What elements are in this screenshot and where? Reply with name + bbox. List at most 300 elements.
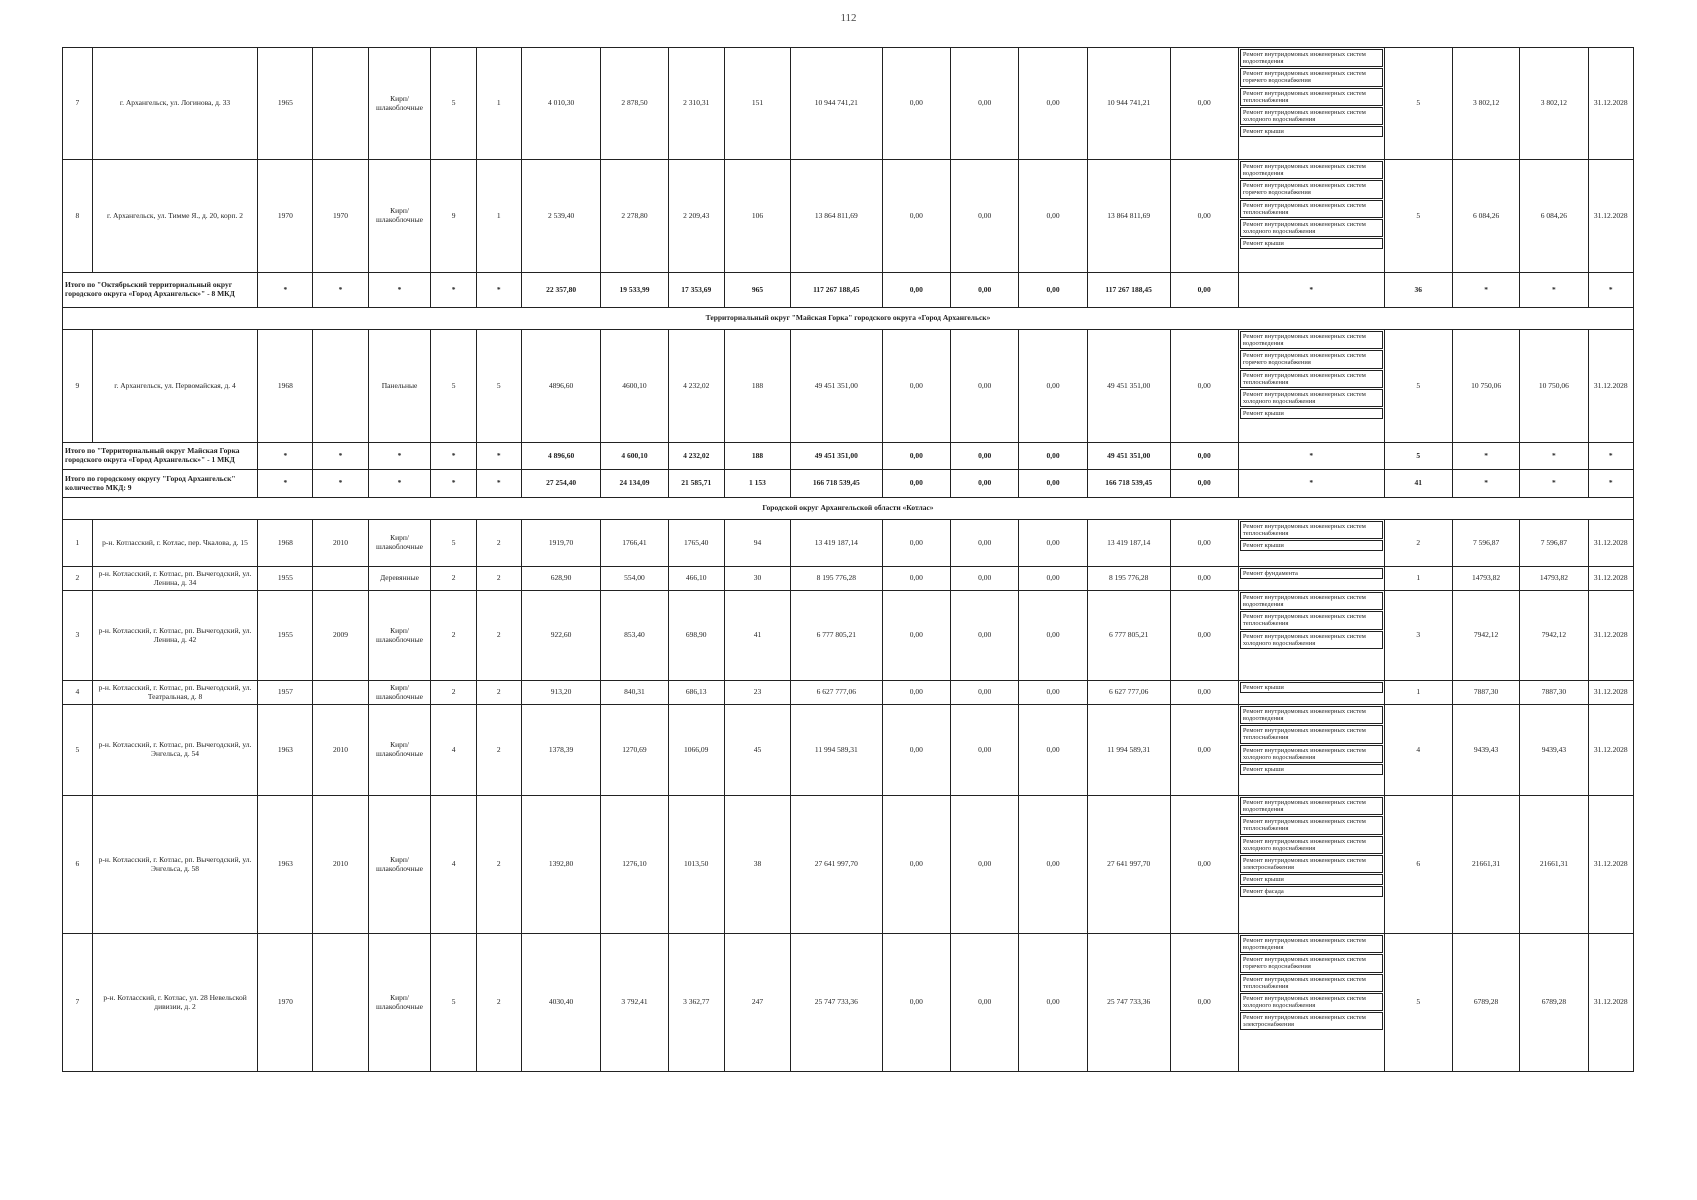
fund3-cell: 0,00 — [1019, 681, 1087, 705]
living-area-cell: 2 278,80 — [601, 160, 668, 273]
living-area-cell: 4600,10 — [601, 330, 668, 443]
cost-total-cell: 25 747 733,36 — [791, 934, 883, 1072]
total-fund2-cell: 0,00 — [951, 273, 1019, 308]
floors-cell: 5 — [431, 48, 476, 160]
year-renovated-cell: 2010 — [313, 520, 368, 567]
work-item: Ремонт внутридомовых инженерных систем горячего водоснабжения — [1240, 180, 1383, 198]
total-row — [63, 470, 1634, 498]
unit-cost-cell: 6 084,26 — [1452, 160, 1519, 273]
total-cost-total-cell: 117 267 188,45 — [791, 273, 883, 308]
living-area-cell: 1270,69 — [601, 705, 668, 796]
year-built-cell: 1965 — [258, 48, 313, 160]
year-renovated-cell: 2010 — [313, 796, 368, 934]
fund2-cell: 0,00 — [951, 567, 1019, 591]
deadline-cell: 31.12.2028 — [1588, 591, 1633, 681]
work-item: Ремонт внутридомовых инженерных систем холодного водоснабжения — [1240, 836, 1383, 854]
total-row — [63, 443, 1634, 470]
works-list-cell — [1238, 330, 1384, 443]
total-fund1-cell: 0,00 — [882, 443, 950, 470]
works-list — [1239, 796, 1384, 898]
living-area-cell: 1766,41 — [601, 520, 668, 567]
year-renovated-cell — [313, 681, 368, 705]
address-cell: г. Архангельск, ул. Первомайская, д. 4 — [92, 330, 257, 443]
max-unit-cost-cell: 6789,28 — [1520, 934, 1588, 1072]
fund4-cell: 49 451 351,00 — [1087, 330, 1170, 443]
work-item: Ремонт крыши — [1240, 764, 1383, 775]
fund3-cell: 0,00 — [1019, 160, 1087, 273]
max-unit-cost-cell: 14793,82 — [1520, 567, 1588, 591]
address-cell: р-н. Котласский, г. Котлас, рп. Вычегодский, ул. Ленина, д. 34 — [92, 567, 257, 591]
work-item: Ремонт внутридомовых инженерных систем теплоснабжения — [1240, 611, 1383, 629]
fund2-cell: 0,00 — [951, 160, 1019, 273]
entrances-cell: 2 — [476, 591, 521, 681]
work-item: Ремонт внутридомовых инженерных систем водоотведения — [1240, 49, 1383, 67]
year-built-cell: 1963 — [258, 705, 313, 796]
total-total-area-cell: 4 896,60 — [521, 443, 600, 470]
unit-cost-cell: 7942,12 — [1452, 591, 1519, 681]
fund4-cell: 13 864 811,69 — [1087, 160, 1170, 273]
row-number-cell: 7 — [63, 934, 93, 1072]
fund1-cell: 0,00 — [882, 48, 950, 160]
work-item: Ремонт крыши — [1240, 874, 1383, 885]
residents-cell: 41 — [724, 591, 790, 681]
fund2-cell: 0,00 — [951, 330, 1019, 443]
works-list — [1239, 520, 1384, 552]
fund3-cell: 0,00 — [1019, 567, 1087, 591]
total-star-cell: * — [1520, 470, 1588, 498]
fund2-cell: 0,00 — [951, 520, 1019, 567]
living-area-cell: 1276,10 — [601, 796, 668, 934]
section-header-row — [63, 498, 1634, 520]
works-list — [1239, 48, 1384, 138]
deadline-cell: 31.12.2028 — [1588, 520, 1633, 567]
total-cost-total-cell: 49 451 351,00 — [791, 443, 883, 470]
year-built-cell: 1970 — [258, 160, 313, 273]
unit-cost-cell: 9439,43 — [1452, 705, 1519, 796]
work-item: Ремонт внутридомовых инженерных систем холодного водоснабжения — [1240, 631, 1383, 649]
works-count-cell: 5 — [1384, 934, 1452, 1072]
fund5-cell: 0,00 — [1170, 591, 1238, 681]
total-star-cell: * — [476, 443, 521, 470]
total-fund4-cell: 117 267 188,45 — [1087, 273, 1170, 308]
fund3-cell: 0,00 — [1019, 591, 1087, 681]
year-renovated-cell: 2010 — [313, 705, 368, 796]
total-star-cell: * — [258, 273, 313, 308]
work-item: Ремонт внутридомовых инженерных систем горячего водоснабжения — [1240, 350, 1383, 368]
max-unit-cost-cell: 7 596,87 — [1520, 520, 1588, 567]
works-list-cell — [1238, 520, 1384, 567]
work-item: Ремонт внутридомовых инженерных систем горячего водоснабжения — [1240, 68, 1383, 86]
floors-cell: 9 — [431, 160, 476, 273]
address-cell: р-н. Котласский, г. Котлас, рп. Вычегодский, ул. Ленина, д. 42 — [92, 591, 257, 681]
row-number-cell: 9 — [63, 330, 93, 443]
year-built-cell: 1968 — [258, 520, 313, 567]
table-row — [63, 591, 1634, 681]
work-item: Ремонт крыши — [1240, 238, 1383, 249]
floors-cell: 2 — [431, 567, 476, 591]
entrances-cell: 5 — [476, 330, 521, 443]
total-area-cell: 913,20 — [521, 681, 600, 705]
total-star-cell: * — [368, 443, 431, 470]
residents-cell: 23 — [724, 681, 790, 705]
fund5-cell: 0,00 — [1170, 567, 1238, 591]
fund4-cell: 27 641 997,70 — [1087, 796, 1170, 934]
residents-cell: 30 — [724, 567, 790, 591]
fund4-cell: 13 419 187,14 — [1087, 520, 1170, 567]
total-star-cell: * — [431, 273, 476, 308]
unit-cost-cell: 21661,31 — [1452, 796, 1519, 934]
cost-total-cell: 27 641 997,70 — [791, 796, 883, 934]
living-area-cell: 2 878,50 — [601, 48, 668, 160]
works-count-cell: 6 — [1384, 796, 1452, 934]
address-cell: р-н. Котласский, г. Котлас, ул. 28 Невельской дивизии, д. 2 — [92, 934, 257, 1072]
address-cell: р-н. Котласский, г. Котлас, пер. Чкалова, д. 15 — [92, 520, 257, 567]
fund1-cell: 0,00 — [882, 934, 950, 1072]
floors-cell: 4 — [431, 796, 476, 934]
total-works-count-cell: 41 — [1384, 470, 1452, 498]
total-area-cell: 4 010,30 — [521, 48, 600, 160]
fund1-cell: 0,00 — [882, 160, 950, 273]
cost-total-cell: 8 195 776,28 — [791, 567, 883, 591]
year-renovated-cell — [313, 934, 368, 1072]
wall-material-cell: Кирп/ шлакоблочные — [368, 48, 431, 160]
work-item: Ремонт внутридомовых инженерных систем водоотведения — [1240, 706, 1383, 724]
total-fund2-cell: 0,00 — [951, 443, 1019, 470]
max-unit-cost-cell: 7887,30 — [1520, 681, 1588, 705]
max-unit-cost-cell: 6 084,26 — [1520, 160, 1588, 273]
total-star-cell: * — [258, 470, 313, 498]
unit-cost-cell: 10 750,06 — [1452, 330, 1519, 443]
fund5-cell: 0,00 — [1170, 681, 1238, 705]
total-fund5-cell: 0,00 — [1170, 443, 1238, 470]
floors-cell: 5 — [431, 330, 476, 443]
work-item: Ремонт внутридомовых инженерных систем горячего водоснабжения — [1240, 954, 1383, 972]
entrances-cell: 2 — [476, 567, 521, 591]
unit-cost-cell: 3 802,12 — [1452, 48, 1519, 160]
fund5-cell: 0,00 — [1170, 796, 1238, 934]
total-row — [63, 273, 1634, 308]
works-count-cell: 4 — [1384, 705, 1452, 796]
total-area-cell: 628,90 — [521, 567, 600, 591]
living-area-cell: 840,31 — [601, 681, 668, 705]
fund4-cell: 11 994 589,31 — [1087, 705, 1170, 796]
works-list-cell — [1238, 160, 1384, 273]
total-fund1-cell: 0,00 — [882, 273, 950, 308]
fund5-cell: 0,00 — [1170, 330, 1238, 443]
work-item: Ремонт внутридомовых инженерных систем электроснабжения — [1240, 855, 1383, 873]
fund2-cell: 0,00 — [951, 934, 1019, 1072]
total-works-count-cell: 5 — [1384, 443, 1452, 470]
address-cell: г. Архангельск, ул. Тимме Я., д. 20, корп. 2 — [92, 160, 257, 273]
deadline-cell: 31.12.2028 — [1588, 48, 1633, 160]
year-renovated-cell: 1970 — [313, 160, 368, 273]
wall-material-cell: Кирп/ шлакоблочные — [368, 520, 431, 567]
work-item: Ремонт внутридомовых инженерных систем теплоснабжения — [1240, 200, 1383, 218]
total-living-area-cell: 19 533,99 — [601, 273, 668, 308]
total-star-cell: * — [431, 470, 476, 498]
works-list-cell — [1238, 567, 1384, 591]
works-list-cell — [1238, 591, 1384, 681]
residents-cell: 38 — [724, 796, 790, 934]
year-built-cell: 1955 — [258, 567, 313, 591]
entrances-cell: 2 — [476, 681, 521, 705]
total-residents-cell: 188 — [724, 443, 790, 470]
row-number-cell: 1 — [63, 520, 93, 567]
total-star-cell: * — [431, 443, 476, 470]
work-item: Ремонт фасада — [1240, 886, 1383, 897]
works-count-cell: 5 — [1384, 160, 1452, 273]
year-built-cell: 1963 — [258, 796, 313, 934]
work-item: Ремонт внутридомовых инженерных систем холодного водоснабжения — [1240, 389, 1383, 407]
address-cell: г. Архангельск, ул. Логинова, д. 33 — [92, 48, 257, 160]
total-fund1-cell: 0,00 — [882, 470, 950, 498]
work-item: Ремонт фундамента — [1240, 568, 1383, 579]
fund1-cell: 0,00 — [882, 567, 950, 591]
work-item: Ремонт внутридомовых инженерных систем теплоснабжения — [1240, 521, 1383, 539]
table-row — [63, 520, 1634, 567]
section-title: Территориальный округ "Майская Горка" городского округа «Город Архангельск» — [63, 308, 1634, 330]
works-count-cell: 5 — [1384, 48, 1452, 160]
total-fund2-cell: 0,00 — [951, 470, 1019, 498]
total-living-area-cell: 24 134,09 — [601, 470, 668, 498]
table-row — [63, 796, 1634, 934]
fund1-cell: 0,00 — [882, 796, 950, 934]
year-built-cell: 1970 — [258, 934, 313, 1072]
total-area-cell: 1919,70 — [521, 520, 600, 567]
floors-cell: 2 — [431, 591, 476, 681]
total-star-cell: * — [313, 470, 368, 498]
wall-material-cell: Кирп/ шлакоблочные — [368, 681, 431, 705]
fund1-cell: 0,00 — [882, 705, 950, 796]
works-count-cell: 5 — [1384, 330, 1452, 443]
works-count-cell: 1 — [1384, 681, 1452, 705]
total-residents-cell: 1 153 — [724, 470, 790, 498]
total-star-cell: * — [476, 470, 521, 498]
cost-total-cell: 13 419 187,14 — [791, 520, 883, 567]
total-fund3-cell: 0,00 — [1019, 443, 1087, 470]
deadline-cell: 31.12.2028 — [1588, 681, 1633, 705]
total-works-star-cell: * — [1238, 273, 1384, 308]
table-row — [63, 48, 1634, 160]
living-area-cell: 853,40 — [601, 591, 668, 681]
res-area-cell: 1765,40 — [668, 520, 724, 567]
unit-cost-cell: 7 596,87 — [1452, 520, 1519, 567]
floors-cell: 5 — [431, 934, 476, 1072]
year-renovated-cell — [313, 330, 368, 443]
deadline-cell: 31.12.2028 — [1588, 160, 1633, 273]
wall-material-cell: Кирп/ шлакоблочные — [368, 591, 431, 681]
entrances-cell: 2 — [476, 934, 521, 1072]
floors-cell: 2 — [431, 681, 476, 705]
res-area-cell: 466,10 — [668, 567, 724, 591]
fund3-cell: 0,00 — [1019, 330, 1087, 443]
fund1-cell: 0,00 — [882, 520, 950, 567]
total-star-cell: * — [1520, 443, 1588, 470]
work-item: Ремонт крыши — [1240, 126, 1383, 137]
fund2-cell: 0,00 — [951, 796, 1019, 934]
total-star-cell: * — [1588, 470, 1633, 498]
cost-total-cell: 49 451 351,00 — [791, 330, 883, 443]
entrances-cell: 2 — [476, 705, 521, 796]
fund4-cell: 10 944 741,21 — [1087, 48, 1170, 160]
wall-material-cell: Кирп/ шлакоблочные — [368, 160, 431, 273]
fund1-cell: 0,00 — [882, 681, 950, 705]
total-residents-cell: 965 — [724, 273, 790, 308]
cost-total-cell: 10 944 741,21 — [791, 48, 883, 160]
work-item: Ремонт внутридомовых инженерных систем холодного водоснабжения — [1240, 993, 1383, 1011]
total-total-area-cell: 22 357,80 — [521, 273, 600, 308]
cost-total-cell: 13 864 811,69 — [791, 160, 883, 273]
residents-cell: 106 — [724, 160, 790, 273]
fund4-cell: 6 627 777,06 — [1087, 681, 1170, 705]
total-star-cell: * — [368, 470, 431, 498]
page-number: 112 — [840, 12, 857, 24]
work-item: Ремонт внутридомовых инженерных систем водоотведения — [1240, 797, 1383, 815]
total-area-cell: 2 539,40 — [521, 160, 600, 273]
total-label: Итого по городскому округу "Город Архангельск" количество МКД: 9 — [63, 470, 258, 498]
row-number-cell: 8 — [63, 160, 93, 273]
unit-cost-cell: 6789,28 — [1452, 934, 1519, 1072]
res-area-cell: 4 232,02 — [668, 330, 724, 443]
works-count-cell: 3 — [1384, 591, 1452, 681]
total-star-cell: * — [258, 443, 313, 470]
total-star-cell: * — [313, 443, 368, 470]
res-area-cell: 686,13 — [668, 681, 724, 705]
work-item: Ремонт крыши — [1240, 408, 1383, 419]
total-works-count-cell: 36 — [1384, 273, 1452, 308]
res-area-cell: 2 310,31 — [668, 48, 724, 160]
fund1-cell: 0,00 — [882, 591, 950, 681]
residents-cell: 94 — [724, 520, 790, 567]
works-list-cell — [1238, 796, 1384, 934]
address-cell: р-н. Котласский, г. Котлас, рп. Вычегодский, ул. Энгельса, д. 54 — [92, 705, 257, 796]
residents-cell: 188 — [724, 330, 790, 443]
capital-repair-table — [62, 47, 1634, 1072]
row-number-cell: 6 — [63, 796, 93, 934]
work-item: Ремонт внутридомовых инженерных систем водоотведения — [1240, 935, 1383, 953]
max-unit-cost-cell: 7942,12 — [1520, 591, 1588, 681]
section-title: Городской округ Архангельской области «Котлас» — [63, 498, 1634, 520]
cost-total-cell: 6 777 805,21 — [791, 591, 883, 681]
year-renovated-cell — [313, 48, 368, 160]
works-list — [1239, 330, 1384, 420]
works-list-cell — [1238, 934, 1384, 1072]
total-area-cell: 4896,60 — [521, 330, 600, 443]
wall-material-cell: Деревянные — [368, 567, 431, 591]
residents-cell: 247 — [724, 934, 790, 1072]
total-star-cell: * — [368, 273, 431, 308]
unit-cost-cell: 7887,30 — [1452, 681, 1519, 705]
res-area-cell: 1013,50 — [668, 796, 724, 934]
total-res-area-cell: 4 232,02 — [668, 443, 724, 470]
res-area-cell: 3 362,77 — [668, 934, 724, 1072]
total-fund4-cell: 166 718 539,45 — [1087, 470, 1170, 498]
total-works-star-cell: * — [1238, 470, 1384, 498]
total-star-cell: * — [1452, 443, 1519, 470]
fund5-cell: 0,00 — [1170, 520, 1238, 567]
residents-cell: 45 — [724, 705, 790, 796]
fund2-cell: 0,00 — [951, 705, 1019, 796]
table-row — [63, 160, 1634, 273]
res-area-cell: 1066,09 — [668, 705, 724, 796]
total-star-cell: * — [1520, 273, 1588, 308]
total-works-star-cell: * — [1238, 443, 1384, 470]
total-star-cell: * — [1452, 470, 1519, 498]
total-total-area-cell: 27 254,40 — [521, 470, 600, 498]
works-list — [1239, 160, 1384, 250]
total-area-cell: 922,60 — [521, 591, 600, 681]
work-item: Ремонт внутридомовых инженерных систем теплоснабжения — [1240, 370, 1383, 388]
deadline-cell: 31.12.2028 — [1588, 567, 1633, 591]
fund3-cell: 0,00 — [1019, 934, 1087, 1072]
works-list — [1239, 934, 1384, 1031]
fund5-cell: 0,00 — [1170, 934, 1238, 1072]
works-list — [1239, 591, 1384, 650]
max-unit-cost-cell: 10 750,06 — [1520, 330, 1588, 443]
fund2-cell: 0,00 — [951, 48, 1019, 160]
deadline-cell: 31.12.2028 — [1588, 330, 1633, 443]
work-item: Ремонт крыши — [1240, 682, 1383, 693]
total-fund3-cell: 0,00 — [1019, 470, 1087, 498]
year-renovated-cell: 2009 — [313, 591, 368, 681]
total-cost-total-cell: 166 718 539,45 — [791, 470, 883, 498]
works-list-cell — [1238, 681, 1384, 705]
cost-total-cell: 6 627 777,06 — [791, 681, 883, 705]
address-cell: р-н. Котласский, г. Котлас, рп. Вычегодский, ул. Энгельса, д. 58 — [92, 796, 257, 934]
table-row — [63, 567, 1634, 591]
fund5-cell: 0,00 — [1170, 48, 1238, 160]
work-item: Ремонт внутридомовых инженерных систем водоотведения — [1240, 161, 1383, 179]
table-row — [63, 705, 1634, 796]
fund3-cell: 0,00 — [1019, 796, 1087, 934]
work-item: Ремонт внутридомовых инженерных систем холодного водоснабжения — [1240, 745, 1383, 763]
total-res-area-cell: 21 585,71 — [668, 470, 724, 498]
entrances-cell: 2 — [476, 796, 521, 934]
total-fund5-cell: 0,00 — [1170, 273, 1238, 308]
row-number-cell: 7 — [63, 48, 93, 160]
row-number-cell: 4 — [63, 681, 93, 705]
deadline-cell: 31.12.2028 — [1588, 705, 1633, 796]
unit-cost-cell: 14793,82 — [1452, 567, 1519, 591]
fund5-cell: 0,00 — [1170, 160, 1238, 273]
wall-material-cell: Кирп/ шлакоблочные — [368, 796, 431, 934]
wall-material-cell: Кирп/ шлакоблочные — [368, 934, 431, 1072]
living-area-cell: 3 792,41 — [601, 934, 668, 1072]
row-number-cell: 3 — [63, 591, 93, 681]
work-item: Ремонт внутридомовых инженерных систем холодного водоснабжения — [1240, 107, 1383, 125]
deadline-cell: 31.12.2028 — [1588, 934, 1633, 1072]
year-built-cell: 1968 — [258, 330, 313, 443]
works-list-cell — [1238, 705, 1384, 796]
row-number-cell: 2 — [63, 567, 93, 591]
work-item: Ремонт внутридомовых инженерных систем теплоснабжения — [1240, 816, 1383, 834]
work-item: Ремонт внутридомовых инженерных систем холодного водоснабжения — [1240, 219, 1383, 237]
table-row — [63, 934, 1634, 1072]
fund3-cell: 0,00 — [1019, 705, 1087, 796]
total-star-cell: * — [476, 273, 521, 308]
row-number-cell: 5 — [63, 705, 93, 796]
max-unit-cost-cell: 3 802,12 — [1520, 48, 1588, 160]
works-list — [1239, 681, 1384, 694]
entrances-cell: 1 — [476, 160, 521, 273]
max-unit-cost-cell: 9439,43 — [1520, 705, 1588, 796]
work-item: Ремонт внутридомовых инженерных систем водоотведения — [1240, 331, 1383, 349]
floors-cell: 5 — [431, 520, 476, 567]
table-row — [63, 681, 1634, 705]
fund4-cell: 6 777 805,21 — [1087, 591, 1170, 681]
total-star-cell: * — [1452, 273, 1519, 308]
total-label: Итого по "Территориальный округ Майская Горка городского округа «Город Архангельск»" - 1 МКД — [63, 443, 258, 470]
